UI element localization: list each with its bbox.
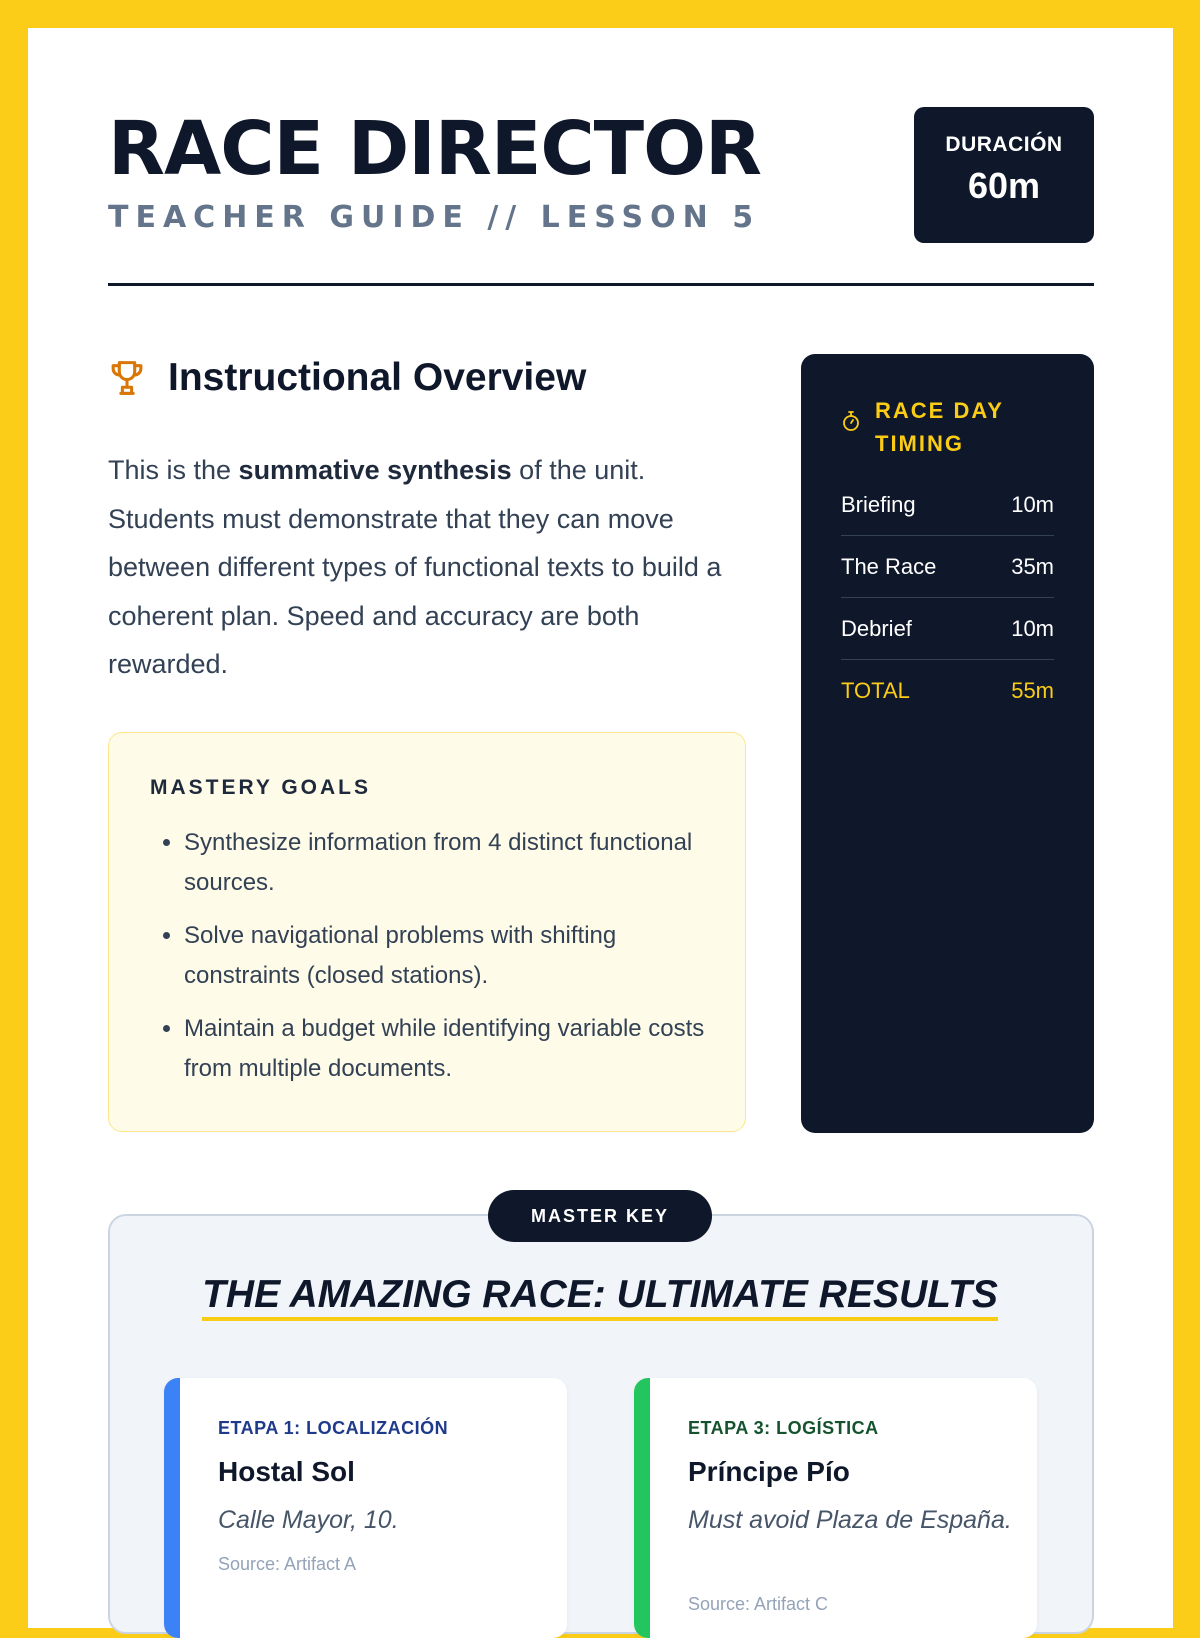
timing-row: [841, 474, 1054, 536]
header-divider: [108, 283, 1094, 286]
master-key-pill: MASTER KEY: [488, 1190, 712, 1242]
card-name: Hostal Sol: [218, 1456, 355, 1487]
timing-total-value: 55m: [1011, 678, 1054, 703]
race-day-timing-panel: [801, 354, 1094, 1133]
overview-header: [108, 356, 586, 400]
duration-value: 60m: [967, 165, 1041, 206]
overview-text: [108, 446, 748, 689]
stopwatch-icon: [841, 410, 861, 432]
timing-total-label: TOTAL: [841, 678, 910, 703]
trophy-icon: [108, 358, 146, 398]
mastery-goals-list: [150, 823, 724, 1102]
card-source: Source: Artifact A: [218, 1554, 357, 1574]
duration-badge: [914, 107, 1094, 243]
timing-row-label: Debrief: [841, 616, 912, 641]
timing-row-value: 10m: [1011, 616, 1054, 641]
card-detail: Calle Mayor, 10.: [218, 1506, 399, 1534]
overview-heading: Instructional Overview: [168, 356, 587, 399]
master-key-title-text: THE AMAZING RACE: ULTIMATE RESULTS: [202, 1273, 998, 1321]
result-card: [164, 1378, 567, 1638]
goal-item: • Synthesize information from 4 distinct functional sources.: [184, 823, 724, 903]
card-accent-bar: [164, 1378, 180, 1638]
card-stage: ETAPA 1: LOCALIZACIÓN: [218, 1418, 449, 1438]
timing-row-label: Briefing: [841, 492, 916, 517]
timing-row: [841, 598, 1054, 660]
timing-row: [841, 536, 1054, 598]
timing-row-label: The Race: [841, 554, 937, 579]
card-name: Príncipe Pío: [688, 1456, 850, 1487]
page-title: RACE DIRECTOR: [108, 106, 762, 192]
overview-text-start: This is the: [108, 455, 239, 485]
timing-total-row: [841, 660, 1054, 721]
page-subtitle: TEACHER GUIDE // LESSON 5: [108, 200, 761, 235]
timing-row-value: 35m: [1011, 554, 1054, 579]
duration-label: DURACIÓN: [945, 133, 1063, 156]
mastery-goals-box: [108, 732, 746, 1132]
mastery-goals-heading: MASTERY GOALS: [150, 776, 372, 799]
card-stage: ETAPA 3: LOGÍSTICA: [688, 1418, 879, 1438]
overview-text-bold: summative synthesis: [238, 455, 512, 485]
master-key-title: [0, 1273, 1200, 1321]
timing-heading: RACE DAY TIMING: [875, 398, 1004, 456]
goal-item: • Maintain a budget while identifying variable costs from multiple documents.: [184, 1009, 724, 1089]
timing-row-value: 10m: [1011, 492, 1054, 517]
timing-rows: [841, 474, 1054, 721]
card-source: Source: Artifact C: [688, 1594, 829, 1614]
overview-text-end: of the unit. Students must demonstrate that they can move between different types of functional texts to build a coherent plan. Speed and accuracy are both rewarded.: [108, 455, 722, 679]
card-detail: Must avoid Plaza de España.: [688, 1506, 1012, 1534]
timing-header: [841, 394, 1054, 460]
goal-item: • Solve navigational problems with shifting constraints (closed stations).: [184, 916, 724, 996]
result-card: [634, 1378, 1037, 1638]
card-accent-bar: [634, 1378, 650, 1638]
